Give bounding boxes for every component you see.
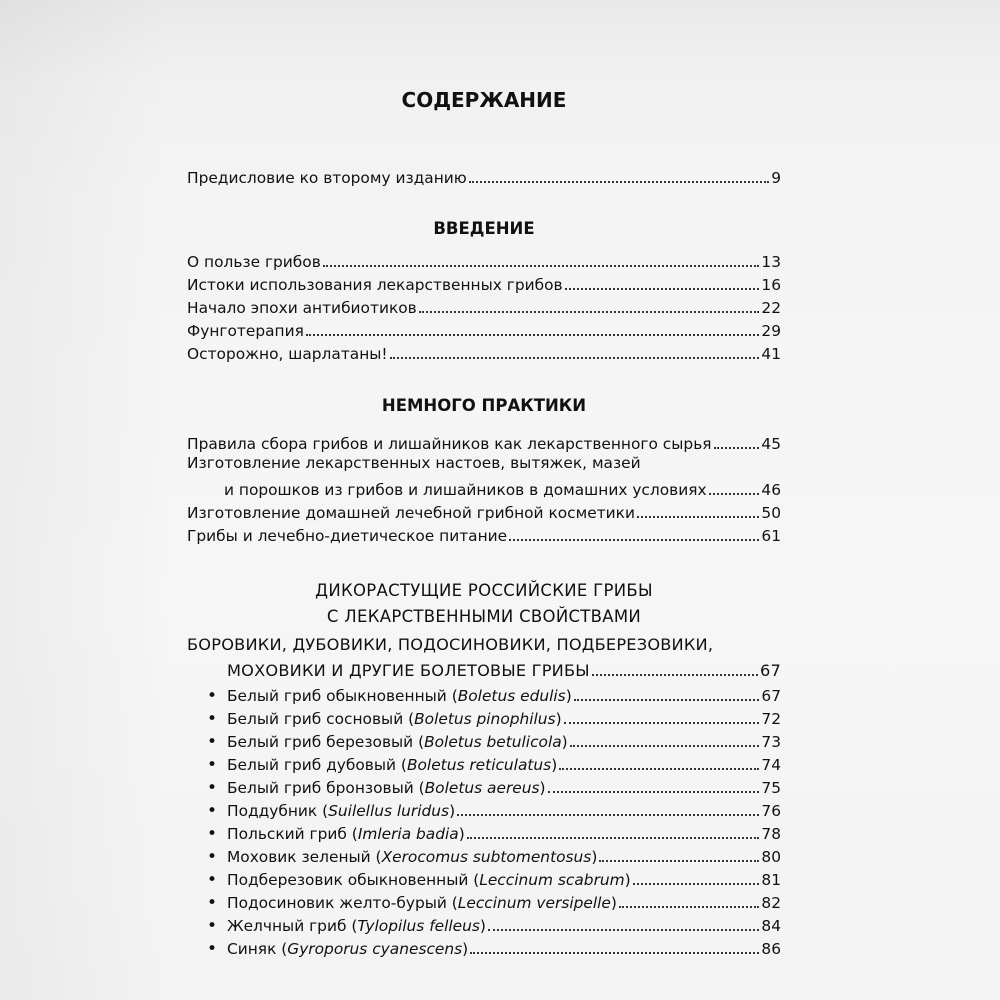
paren: ): [624, 871, 631, 889]
toc-entry-label: Фунготерапия: [187, 322, 304, 340]
toc-entry-label: [187, 710, 562, 728]
section-heading-practice: НЕМНОГО ПРАКТИКИ: [381, 396, 587, 415]
dot-leader: [574, 699, 760, 701]
toc-entry-species: [187, 752, 781, 774]
toc-page-number: 84: [761, 917, 781, 935]
toc-entry-label: Грибы и лечебно-диетическое питание: [187, 527, 508, 545]
toc-page-number: 45: [761, 435, 781, 453]
toc-page-number: 9: [771, 169, 781, 187]
toc-entry-species: [187, 936, 781, 958]
toc-entry-label: [187, 894, 617, 912]
paren: ): [610, 894, 617, 912]
toc-page-number: 75: [761, 779, 781, 797]
dot-leader: [469, 181, 769, 183]
toc-entry-label: О пользе грибов: [187, 253, 321, 271]
latin-name: Leccinum scabrum: [479, 871, 625, 889]
latin-name: Boletus edulis: [457, 687, 566, 705]
toc-page-number: 73: [761, 733, 781, 751]
toc-entry-label: [187, 871, 631, 889]
toc-entry: [187, 249, 781, 271]
toc-page-number: 81: [761, 871, 781, 889]
latin-name: Tylopilus felleus: [357, 917, 480, 935]
species-name: Белый гриб березовый (: [227, 733, 425, 751]
toc-entry-preface: [187, 165, 781, 187]
toc-entry: [187, 341, 781, 363]
toc-entry-label: Начало эпохи антибиотиков: [187, 299, 417, 317]
toc-entry: [187, 431, 781, 453]
heading-line: С ЛЕКАРСТВЕННЫМИ СВОЙСТВАМИ: [326, 607, 642, 626]
dot-leader: [548, 791, 760, 793]
toc-page-number: 61: [761, 527, 781, 545]
paren: ): [449, 802, 456, 820]
paren: ): [458, 825, 465, 843]
toc-entry-species: [187, 890, 781, 912]
toc-entry-species: [187, 798, 781, 820]
latin-name: Leccinum versipelle: [457, 894, 611, 912]
toc-entry-label: [187, 917, 486, 935]
dot-leader: [564, 722, 760, 724]
paren: ): [539, 779, 546, 797]
species-name: Белый гриб сосновый (: [227, 710, 415, 728]
toc-entry-label: [187, 687, 572, 705]
toc-page-number: 74: [761, 756, 781, 774]
toc-page-number: 16: [761, 276, 781, 294]
toc-entry-species: [187, 821, 781, 843]
toc-page-number: 82: [761, 894, 781, 912]
section-heading-wild-mushrooms: [187, 578, 781, 630]
toc-entry-label: Осторожно, шарлатаны!: [187, 345, 388, 363]
toc-page-number: 86: [761, 940, 781, 958]
toc-page-number: 67: [760, 661, 781, 680]
toc-entry: [187, 500, 781, 522]
toc-entry-species: [187, 729, 781, 751]
toc-entry-label: [187, 756, 557, 774]
toc-entry-species: [187, 706, 781, 728]
toc-page-number: 29: [761, 322, 781, 340]
paren: ): [565, 687, 572, 705]
species-name: Желчный гриб (: [227, 917, 358, 935]
dot-leader: [470, 952, 759, 954]
dot-leader: [570, 745, 760, 747]
dot-leader: [619, 906, 760, 908]
dot-leader: [599, 860, 759, 862]
paren: ): [479, 917, 486, 935]
dot-leader: [488, 929, 760, 931]
latin-name: Boletus reticulatus: [406, 756, 552, 774]
latin-name: Boletus betulicola: [424, 733, 562, 751]
toc-entry-label: Истоки использования лекарственных грибов: [187, 276, 563, 294]
toc-page-number: 50: [761, 504, 781, 522]
toc-entry-species: [187, 844, 781, 866]
toc-page-number: 13: [761, 253, 781, 271]
page-title: СОДЕРЖАНИЕ: [401, 88, 567, 112]
paren: ): [561, 733, 568, 751]
toc-page-number: 22: [761, 299, 781, 317]
dot-leader: [390, 357, 760, 359]
subsection-title-line: БОРОВИКИ, ДУБОВИКИ, ПОДОСИНОВИКИ, ПОДБЕРЕЗОВИКИ,: [187, 635, 714, 654]
latin-name: Imleria badia: [357, 825, 459, 843]
dot-leader: [419, 311, 760, 313]
dot-leader: [306, 334, 760, 336]
toc-page-number: 78: [761, 825, 781, 843]
paren: ): [551, 756, 558, 774]
toc-entry-label: Правила сбора грибов и лишайников как лекарственного сырья: [187, 435, 712, 453]
species-name: Белый гриб обыкновенный (: [227, 687, 458, 705]
species-name: Белый гриб бронзовый (: [227, 779, 425, 797]
species-name: Поддубник (: [227, 802, 329, 820]
toc-entry-label: [187, 802, 455, 820]
toc-entry: [187, 272, 781, 294]
dot-leader: [457, 814, 759, 816]
toc-entry-label: [187, 733, 568, 751]
toc-entry-label: Предисловие ко второму изданию: [187, 169, 467, 187]
toc-entry-label: [187, 825, 465, 843]
toc-entry-label: МОХОВИКИ И ДРУГИЕ БОЛЕТОВЫЕ ГРИБЫ: [227, 661, 590, 680]
toc-entry-species: [187, 683, 781, 705]
toc-entry: [187, 477, 781, 499]
toc-entry-species: [187, 775, 781, 797]
dot-leader: [467, 837, 760, 839]
toc-entry-label: [187, 848, 597, 866]
toc-entry-species: [187, 913, 781, 935]
toc-entry-label: [187, 779, 546, 797]
dot-leader: [637, 516, 759, 518]
heading-line: ДИКОРАСТУЩИЕ РОССИЙСКИЕ ГРИБЫ: [315, 581, 653, 600]
dot-leader: [559, 768, 759, 770]
dot-leader: [323, 265, 760, 267]
species-name: Моховик зеленый (: [227, 848, 382, 866]
toc-entry: [187, 295, 781, 317]
dot-leader: [509, 539, 759, 541]
latin-name: Boletus aereus: [424, 779, 540, 797]
toc-entry-subsection: [187, 658, 781, 680]
toc-page-number: 72: [761, 710, 781, 728]
toc-entry: [187, 318, 781, 340]
species-name: Польский гриб (: [227, 825, 358, 843]
toc-page-number: 67: [761, 687, 781, 705]
species-name: Синяк (: [227, 940, 288, 958]
species-name: Подосиновик желто-бурый (: [227, 894, 458, 912]
dot-leader: [565, 288, 760, 290]
paren: ): [591, 848, 598, 866]
dot-leader: [709, 493, 760, 495]
species-name: Белый гриб дубовый (: [227, 756, 407, 774]
dot-leader: [633, 883, 760, 885]
dot-leader: [592, 674, 758, 676]
toc-page-number: 80: [761, 848, 781, 866]
toc-page-number: 41: [761, 345, 781, 363]
toc-entry-label: [187, 940, 468, 958]
latin-name: Boletus pinophilus: [414, 710, 556, 728]
toc-entry-label: Изготовление домашней лечебной грибной косметики: [187, 504, 635, 522]
toc-page-number: 46: [761, 481, 781, 499]
latin-name: Gyroporus cyanescens: [287, 940, 463, 958]
toc-entry-first-line: Изготовление лекарственных настоев, вытяжек, мазей: [187, 454, 641, 472]
latin-name: Suilellus luridus: [328, 802, 450, 820]
paren: ): [555, 710, 562, 728]
toc-entry-label: и порошков из грибов и лишайников в домашних условиях: [224, 481, 707, 499]
toc-page-number: 76: [761, 802, 781, 820]
paren: ): [462, 940, 469, 958]
dot-leader: [714, 447, 760, 449]
latin-name: Xerocomus subtomentosus: [381, 848, 592, 866]
toc-entry-species: [187, 867, 781, 889]
section-heading-intro: ВВЕДЕНИЕ: [433, 219, 535, 238]
table-of-contents: [187, 0, 781, 1000]
toc-entry: [187, 523, 781, 545]
species-name: Подберезовик обыкновенный (: [227, 871, 480, 889]
